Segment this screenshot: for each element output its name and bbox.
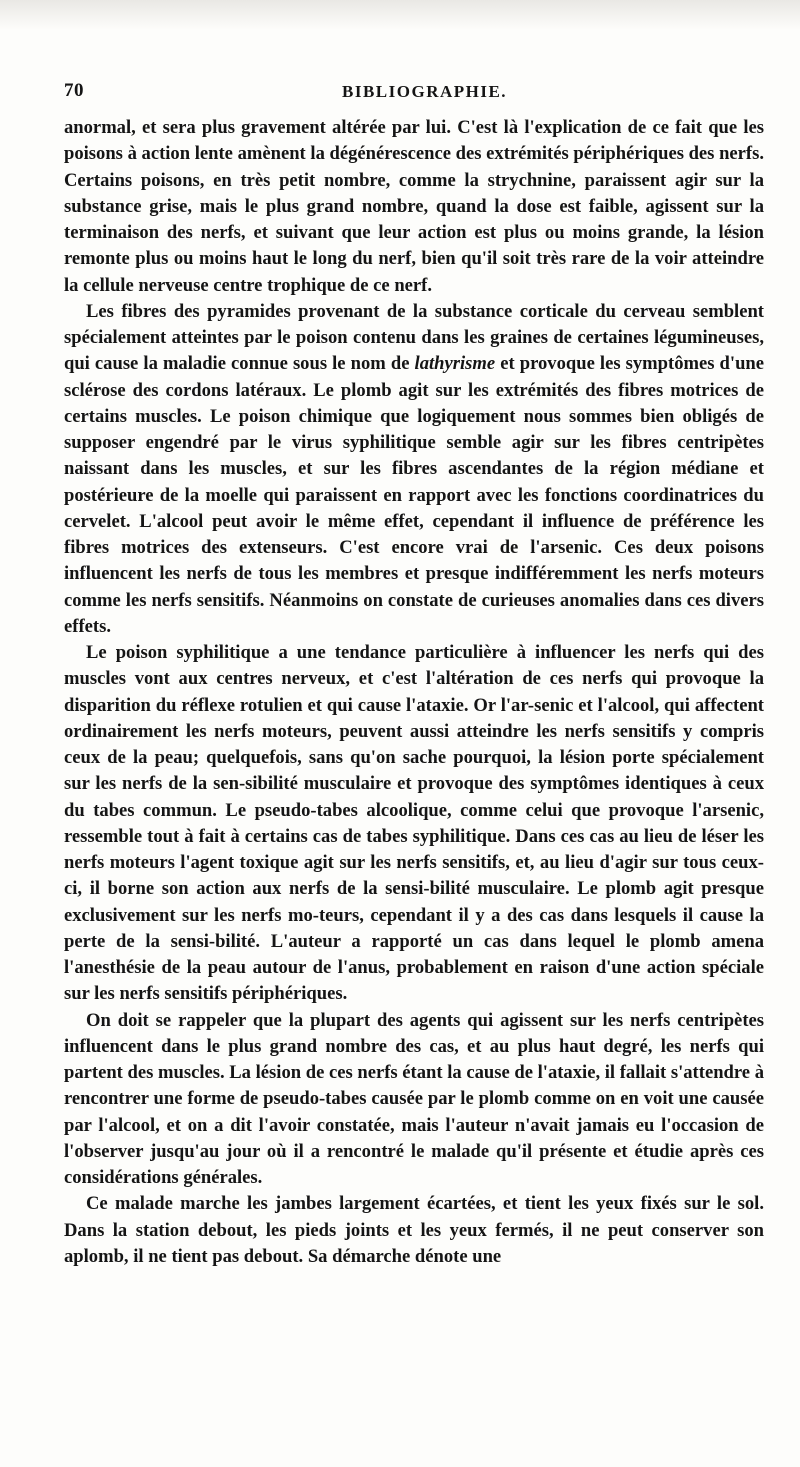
paragraph-2-text-before: Les fibres des pyramides provenant de la substance corticale du cerveau semblent spécialement atteintes par le poison contenu dans les graines de certaines légumineuses, qui cause la maladie connue sous le nom de — [64, 300, 764, 375]
term-lathyrisme: lathyrisme — [414, 353, 496, 375]
page-header — [64, 80, 764, 108]
paragraph-3: Le poison syphilitique a une tendance particulière à influencer les nerfs qui des muscles vont aux centres nerveux, et c'est l'altération de ces nerfs qui provoque la disparition du réflexe rotulien et qui cause l'ataxie. Or l'ar-senic et l'alcool, qui affectent ordinairement les nerfs moteurs, peuvent aussi atteindre les nerfs sensitifs y compris ceux de la peau; quelquefois, sans qu'on sache pourquoi, la lésion porte spécialement sur les nerfs de la sen-sibilité musculaire et provoque des symptômes identiques à ceux du tabes commun. Le pseudo-tabes alcoolique, comme celui que provoque l'arsenic, ressemble tout à fait à certains cas de tabes syphilitique. Dans ces cas au lieu de léser les nerfs moteurs l'agent toxique agit sur les nerfs sensitifs, et, au lieu d'agir sur tous ceux-ci, il borne son action aux nerfs de la sensi-bilité musculaire. Le plomb agit presque exclusivement sur les nerfs mo-teurs, cependant il y a des cas dans lesquels il cause la perte de la sensi-bilité. L'auteur a rapporté un cas dans lequel le plomb amena l'anesthésie de la peau autour de l'anus, probablement en raison d'une action spéciale sur les nerfs sensitifs périphériques. — [64, 642, 764, 1005]
paragraph-4: On doit se rappeler que la plupart des agents qui agissent sur les nerfs centripètes influencent dans le plus grand nombre des cas, et au plus haut degré, les nerfs qui partent des muscles. La lésion de ces nerfs étant la cause de l'ataxie, il fallait s'attendre à rencontrer une forme de pseudo-tabes causée par le plomb comme on en voit une causée par l'alcool, et on a dit l'avoir constatée, mais l'auteur n'avait jamais eu l'occasion de l'observer jusqu'au jour où il a rencontré le malade qu'il présente et étudie après ces considérations générales. — [64, 1009, 764, 1188]
paragraph-2-text-after: et provoque les symptômes d'une sclérose des cordons latéraux. Le plomb agit sur les extrémités des fibres motrices de certains muscles. Le poison chimique que logiquement nous sommes bien obligés de supposer engendré par le virus syphilitique semble agir sur les fibres centripètes naissant dans les muscles, et sur les fibres ascendantes de la région médiane et postérieure de la moelle qui paraissent en rapport avec les fonctions coordinatrices du cervelet. L'alcool peut avoir le même effet, cependant il influence de préférence les fibres motrices des extenseurs. C'est encore vrai de l'arsenic. Ces deux poisons influencent les nerfs de tous les membres et presque indifféremment les nerfs moteurs comme les nerfs sensitifs. Néanmoins on constate de curieuses anomalies dans ces divers effets. — [64, 353, 765, 637]
paragraph-2 — [64, 299, 764, 640]
paragraph-5: Ce malade marche les jambes largement écartées, et tient les yeux fixés sur le sol. Dans la station debout, les pieds joints et les yeux fermés, il ne peut conserver son aplomb, il ne tient pas debout. Sa démarche dénote une — [64, 1193, 764, 1267]
page-top-shadow — [0, 0, 800, 30]
paragraph-1: anormal, et sera plus gravement altérée par lui. C'est là l'explication de ce fait que les poisons à action lente amènent la dégénérescence des extrémités périphériques des nerfs. Certains poisons, en très petit nombre, comme la strychnine, paraissent agir sur la substance grise, mais le plus grand nombre, quand la dose est faible, agissent sur la terminaison des nerfs, et suivant que leur action est plus ou moins grande, la lésion remonte plus ou moins haut le long du nerf, bien qu'il soit très rare de la voir atteindre la cellule nerveuse centre trophique de ce nerf. — [64, 117, 764, 296]
body-text — [64, 115, 764, 1270]
running-title: BIBLIOGRAPHIE. — [342, 82, 508, 101]
page-number: 70 — [64, 80, 84, 101]
